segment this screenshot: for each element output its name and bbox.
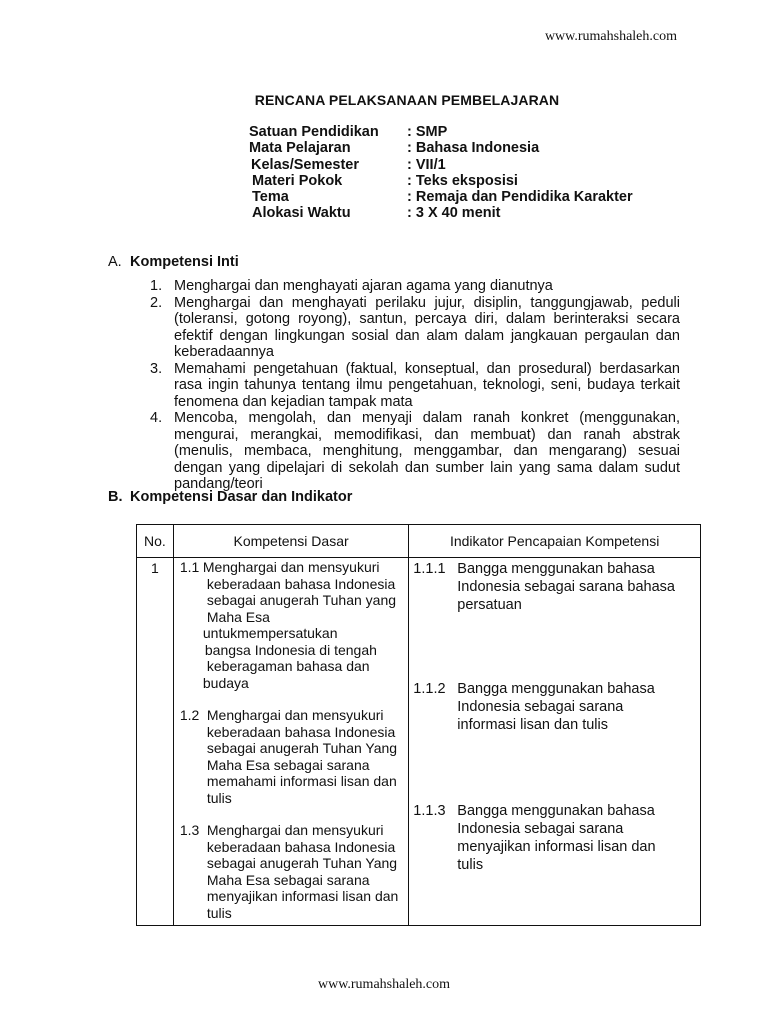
page-title: RENCANA PELAKSANAAN PEMBELAJARAN	[254, 92, 560, 108]
kd-item-number: 1.2	[179, 707, 200, 723]
meta-label: Tema	[252, 189, 289, 206]
footer-url: www.rumahshaleh.com	[317, 977, 451, 992]
kd-line: bangsa Indonesia di tengah	[204, 641, 377, 658]
kd-line: untukmempersatukan	[202, 625, 338, 641]
indikator-number: 1.1.3	[413, 803, 446, 819]
indikator-line: persatuan	[457, 597, 522, 613]
kd-line: Menghargai dan mensyukuri	[202, 559, 380, 575]
list-item-text: Menghargai dan menghayati ajaran agama yang dianutnya	[174, 278, 553, 294]
list-item-text: Memahami pengetahuan (faktual, konseptual, dan prosedural) berdasarkan rasa ingin tahunya tentang ilmu pengetahuan, teknologi, seni, budaya terkait fenomena dan kejadian tampak mata	[174, 360, 680, 410]
table-row	[137, 558, 701, 926]
indikator-line: Indonesia sebagai sarana	[457, 821, 624, 837]
meta-value: : Bahasa Indonesia	[407, 140, 540, 157]
list-item-number: 3.	[150, 360, 163, 377]
kd-line: sebagai anugerah Tuhan yang	[206, 592, 397, 608]
meta-label: Mata Pelajaran	[249, 140, 351, 157]
meta-label: Satuan Pendidikan	[249, 124, 379, 140]
kd-item-text	[202, 559, 404, 691]
kd-line: tulis	[206, 904, 232, 921]
kd-line: keberadaan bahasa Indonesia	[206, 575, 396, 592]
indikator-line: Indonesia sebagai sarana	[457, 699, 624, 715]
kompetensi-dasar-table	[136, 524, 701, 926]
indikator-line: Bangga menggunakan bahasa	[457, 681, 655, 697]
kd-line: keberadaan bahasa Indonesia	[206, 723, 396, 740]
kd-line: Menghargai dan mensyukuri	[206, 822, 384, 838]
kd-item-number: 1.1	[179, 559, 200, 575]
list-item-number: 2.	[150, 294, 163, 311]
kompetensi-dasar-cell	[173, 558, 408, 926]
meta-row	[249, 205, 633, 221]
list-item-number: 4.	[150, 410, 163, 426]
meta-row	[249, 189, 633, 205]
indikator-line: informasi lisan dan tulis	[457, 717, 608, 733]
meta-label: Alokasi Waktu	[252, 205, 351, 222]
kd-item	[180, 822, 404, 921]
kd-item-text	[207, 707, 404, 806]
header-url: www.rumahshaleh.com	[544, 29, 677, 44]
column-header-kompetensi-dasar: Kompetensi Dasar	[173, 525, 408, 558]
section-b-heading	[108, 489, 352, 505]
list-item	[150, 278, 680, 295]
meta-value: : Remaja dan Pendidika Karakter	[407, 189, 633, 206]
row-number: 1	[137, 558, 174, 926]
indikator-line: menyajikan informasi lisan dan	[457, 839, 656, 855]
list-item	[150, 361, 680, 411]
kd-item	[180, 559, 404, 691]
meta-value: : Teks eksposisi	[407, 172, 518, 189]
kd-line: Maha Esa	[206, 608, 270, 625]
table-header-row	[137, 525, 701, 558]
meta-value: : 3 X 40 menit	[407, 205, 501, 222]
section-a-title: Kompetensi Inti	[130, 254, 239, 270]
indikator-cell	[409, 558, 701, 926]
kd-line: Menghargai dan mensyukuri	[206, 707, 384, 723]
kd-line: memahami informasi lisan dan	[206, 773, 397, 789]
indikator-line: Indonesia sebagai sarana bahasa	[457, 579, 675, 595]
kd-line: sebagai anugerah Tuhan Yang	[206, 740, 398, 756]
column-header-indikator: Indikator Pencapaian Kompetensi	[409, 525, 701, 558]
meta-value: : VII/1	[407, 156, 446, 173]
kd-line: Maha Esa sebagai sarana	[206, 871, 370, 888]
kd-line: Maha Esa sebagai sarana	[206, 756, 370, 773]
meta-row	[249, 140, 633, 156]
indikator-item	[413, 680, 696, 734]
kd-line: keberadaan bahasa Indonesia	[206, 838, 396, 855]
kompetensi-inti-list	[150, 278, 680, 493]
kd-item-number: 1.3	[179, 822, 200, 838]
list-item-number: 1.	[150, 278, 163, 294]
meta-row	[249, 173, 633, 189]
kd-line: tulis	[206, 789, 232, 806]
kd-line: sebagai anugerah Tuhan Yang	[206, 855, 398, 871]
kd-line: budaya	[202, 674, 249, 691]
section-a-letter: A.	[108, 254, 122, 270]
indikator-item	[413, 560, 696, 614]
indikator-line: Bangga menggunakan bahasa	[457, 561, 655, 577]
section-a-heading	[108, 254, 239, 270]
indikator-line: Bangga menggunakan bahasa	[457, 803, 655, 819]
meta-label: Kelas/Semester	[251, 156, 360, 173]
kd-line: keberagaman bahasa dan	[206, 658, 370, 674]
meta-value: : SMP	[407, 124, 448, 140]
list-item	[150, 295, 680, 361]
kd-line: menyajikan informasi lisan dan	[206, 888, 399, 904]
indikator-text	[457, 802, 696, 874]
meta-block	[249, 124, 633, 222]
kd-item	[180, 707, 404, 806]
indikator-line: tulis	[457, 857, 484, 873]
column-header-no: No.	[137, 525, 174, 558]
kd-item-text	[207, 822, 404, 921]
meta-label: Materi Pokok	[252, 172, 343, 189]
indikator-item	[413, 802, 696, 874]
section-b-letter: B.	[108, 489, 123, 505]
indikator-number: 1.1.2	[413, 681, 446, 697]
meta-row	[249, 124, 633, 140]
list-item-text: Menghargai dan menghayati perilaku jujur, disiplin, tanggungjawab, peduli (toleransi, gotong royong), santun, percaya diri, dalam berinteraksi secara efektif dengan lingkungan sosial dan alam dalam jangkauan pergaulan dan keberadaannya	[174, 294, 680, 360]
indikator-number: 1.1.1	[413, 561, 446, 577]
list-item-text: Mencoba, mengolah, dan menyaji dalam ranah konkret (menggunakan, mengurai, merangkai, memodifikasi, dan membuat) dan ranah abstrak (menulis, membaca, menghitung, menggambar, dan mengarang) sesuai dengan yang dipelajari di sekolah dan sumber lain yang sama dalam sudut pandang/teori	[174, 410, 680, 492]
indikator-text	[457, 560, 696, 614]
meta-row	[249, 157, 633, 173]
indikator-text	[457, 680, 696, 734]
list-item	[150, 410, 680, 493]
section-b-title: Kompetensi Dasar dan Indikator	[130, 489, 353, 505]
